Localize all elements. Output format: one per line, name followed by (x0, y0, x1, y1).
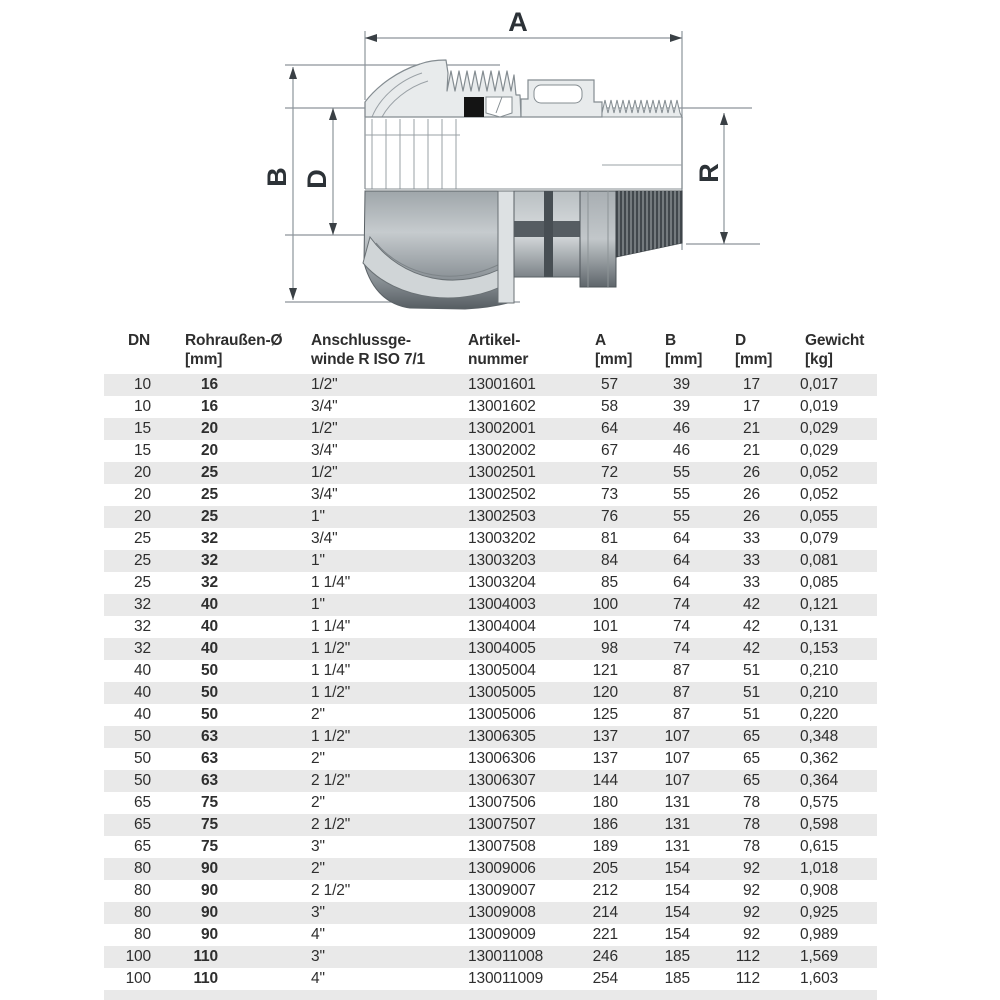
cell: 13009009 (468, 926, 536, 943)
cell: 25 (134, 574, 151, 591)
table-row (104, 704, 877, 726)
cell: 0,052 (800, 486, 839, 503)
cell: 1/2" (311, 464, 338, 481)
cell: 76 (601, 508, 618, 525)
cell: 25 (134, 530, 151, 547)
cell: 13009007 (468, 882, 536, 899)
fitting-solid-bottom (363, 189, 682, 309)
cell: 186 (592, 816, 618, 833)
cell: 17 (743, 376, 760, 393)
cell: 120 (592, 684, 618, 701)
cell: 55 (673, 486, 690, 503)
cell: 154 (664, 860, 690, 877)
header-dn: DN (128, 332, 151, 349)
header-gewicht: Gewicht [kg] (805, 332, 865, 368)
cell: 15 (134, 442, 151, 459)
table-footer-stripe (104, 990, 877, 1000)
cell: 78 (743, 794, 760, 811)
cell: 1 1/4" (311, 662, 351, 679)
cell: 55 (673, 464, 690, 481)
cell: 32 (201, 530, 218, 547)
cell: 25 (201, 486, 218, 503)
cell: 26 (743, 486, 760, 503)
table-row (104, 528, 877, 550)
cell: 112 (735, 970, 760, 987)
cell: 3/4" (311, 530, 338, 547)
cell: 50 (134, 728, 151, 745)
cell: 0,029 (800, 420, 839, 437)
cell: 87 (673, 662, 690, 679)
cell: 25 (201, 464, 218, 481)
header-rohraussen: Rohraußen-Ø [mm] (185, 332, 283, 368)
cell: 33 (743, 574, 760, 591)
cell: 74 (673, 618, 690, 635)
cell: 13002002 (468, 442, 536, 459)
cell: 2 1/2" (311, 816, 351, 833)
cell: 3" (311, 904, 325, 921)
cell: 64 (673, 552, 690, 569)
cell: 63 (201, 750, 218, 767)
table-row (104, 748, 877, 770)
cell: 0,220 (800, 706, 839, 723)
cell: 74 (673, 596, 690, 613)
table-row (104, 880, 877, 902)
cell: 20 (201, 442, 218, 459)
cell: 13007508 (468, 838, 536, 855)
cell: 13004005 (468, 640, 536, 657)
cell: 90 (201, 860, 218, 877)
cell: 74 (673, 640, 690, 657)
cell: 13006306 (468, 750, 536, 767)
cell: 25 (201, 508, 218, 525)
cell: 51 (743, 706, 760, 723)
table-row (104, 946, 877, 968)
header-d: D [mm] (735, 332, 773, 368)
cell: 65 (743, 728, 760, 745)
cell: 1 1/2" (311, 728, 351, 745)
cell: 13002001 (468, 420, 536, 437)
cell: 39 (673, 398, 690, 415)
cell: 131 (664, 816, 690, 833)
cell: 46 (673, 420, 690, 437)
table-row (104, 396, 877, 418)
cell: 87 (673, 706, 690, 723)
cell: 1,018 (800, 860, 839, 877)
cell: 1,603 (800, 970, 839, 987)
cell: 13007506 (468, 794, 536, 811)
cell: 25 (134, 552, 151, 569)
cell: 2" (311, 860, 325, 877)
cell: 13009006 (468, 860, 536, 877)
cell: 3/4" (311, 486, 338, 503)
cell: 131 (664, 838, 690, 855)
cell: 15 (134, 420, 151, 437)
cell: 90 (201, 904, 218, 921)
cell: 26 (743, 464, 760, 481)
table-row (104, 440, 877, 462)
cell: 254 (592, 970, 618, 987)
cell: 125 (592, 706, 618, 723)
cell: 51 (743, 662, 760, 679)
cell: 42 (743, 640, 760, 657)
table-row (104, 682, 877, 704)
cell: 13005006 (468, 706, 536, 723)
cell: 2 1/2" (311, 882, 351, 899)
cell: 92 (743, 904, 760, 921)
cell: 20 (201, 420, 218, 437)
table-row (104, 572, 877, 594)
cell: 0,210 (800, 684, 839, 701)
header-b: B [mm] (665, 332, 703, 368)
cell: 33 (743, 552, 760, 569)
cell: 4" (311, 926, 325, 943)
cell: 80 (134, 882, 151, 899)
cell: 1 1/2" (311, 640, 351, 657)
cell: 154 (664, 926, 690, 943)
cell: 180 (592, 794, 618, 811)
cell: 107 (664, 728, 690, 745)
cell: 13006307 (468, 772, 536, 789)
cell: 1 1/2" (311, 684, 351, 701)
cell: 13004003 (468, 596, 536, 613)
cell: 90 (201, 882, 218, 899)
cell: 80 (134, 860, 151, 877)
cell: 1,569 (800, 948, 839, 965)
cell: 42 (743, 596, 760, 613)
cell: 154 (664, 882, 690, 899)
cell: 0,029 (800, 442, 839, 459)
cell: 78 (743, 838, 760, 855)
table-row (104, 968, 877, 990)
cell: 92 (743, 926, 760, 943)
cell: 50 (134, 750, 151, 767)
cell: 57 (601, 376, 618, 393)
table-row (104, 858, 877, 880)
cell: 26 (743, 508, 760, 525)
cell: 17 (743, 398, 760, 415)
table-row (104, 550, 877, 572)
table-rows (104, 374, 877, 990)
table-row (104, 902, 877, 924)
cell: 246 (592, 948, 618, 965)
cell: 1" (311, 596, 325, 613)
cell: 81 (601, 530, 618, 547)
cell: 101 (592, 618, 618, 635)
cell: 13006305 (468, 728, 536, 745)
cell: 13004004 (468, 618, 536, 635)
table-row (104, 484, 877, 506)
table-row (104, 814, 877, 836)
cell: 40 (201, 596, 218, 613)
cell: 0,055 (800, 508, 839, 525)
cell: 3" (311, 838, 325, 855)
cell: 3/4" (311, 398, 338, 415)
cell: 0,598 (800, 816, 839, 833)
cell: 1 1/4" (311, 618, 351, 635)
cell: 4" (311, 970, 325, 987)
cell: 50 (201, 662, 218, 679)
cell: 13007507 (468, 816, 536, 833)
cell: 185 (664, 948, 690, 965)
cell: 21 (743, 420, 760, 437)
header-artikelnummer: Artikel- nummer (468, 332, 529, 368)
dim-label-D: D (302, 169, 332, 189)
cell: 90 (201, 926, 218, 943)
cell: 112 (735, 948, 760, 965)
cell: 40 (134, 706, 151, 723)
table-header (0, 331, 1000, 371)
cell: 144 (592, 772, 618, 789)
cell: 100 (592, 596, 618, 613)
cell: 75 (201, 816, 218, 833)
cell: 58 (601, 398, 618, 415)
table-row (104, 616, 877, 638)
cell: 0,989 (800, 926, 839, 943)
cell: 13001601 (468, 376, 536, 393)
cell: 0,017 (800, 376, 839, 393)
cell: 100 (125, 948, 151, 965)
cell: 87 (673, 684, 690, 701)
cell: 0,362 (800, 750, 839, 767)
cell: 32 (201, 574, 218, 591)
cell: 21 (743, 442, 760, 459)
cell: 92 (743, 860, 760, 877)
cell: 63 (201, 772, 218, 789)
cell: 33 (743, 530, 760, 547)
cell: 39 (673, 376, 690, 393)
cell: 13003203 (468, 552, 536, 569)
cell: 189 (592, 838, 618, 855)
cell: 32 (201, 552, 218, 569)
cell: 0,210 (800, 662, 839, 679)
dim-label-B: B (262, 167, 292, 187)
table-row (104, 594, 877, 616)
cell: 64 (673, 574, 690, 591)
dim-label-A: A (508, 7, 528, 37)
cell: 221 (592, 926, 618, 943)
cell: 205 (592, 860, 618, 877)
cell: 107 (664, 772, 690, 789)
cell: 20 (134, 464, 151, 481)
cell: 64 (673, 530, 690, 547)
dim-label-R: R (694, 163, 724, 183)
cell: 110 (193, 970, 218, 987)
cell: 85 (601, 574, 618, 591)
cell: 1" (311, 552, 325, 569)
cell: 0,052 (800, 464, 839, 481)
cell: 10 (134, 376, 151, 393)
cell: 0,121 (800, 596, 839, 613)
cell: 40 (201, 618, 218, 635)
cell: 67 (601, 442, 618, 459)
table-row (104, 770, 877, 792)
cell: 50 (201, 684, 218, 701)
cell: 1/2" (311, 376, 338, 393)
cell: 13002503 (468, 508, 536, 525)
table-row (104, 792, 877, 814)
cell: 0,085 (800, 574, 839, 591)
cell: 20 (134, 508, 151, 525)
cell: 110 (193, 948, 218, 965)
cell: 0,364 (800, 772, 839, 789)
cell: 131 (664, 794, 690, 811)
cell: 0,925 (800, 904, 839, 921)
cell: 65 (134, 838, 151, 855)
table-row (104, 836, 877, 858)
header-anschlussgewinde: Anschlussge- winde R ISO 7/1 (311, 332, 426, 368)
cell: 0,615 (800, 838, 839, 855)
table-row (104, 924, 877, 946)
cell: 73 (601, 486, 618, 503)
cell: 50 (201, 706, 218, 723)
cell: 0,131 (800, 618, 839, 635)
cell: 40 (134, 662, 151, 679)
cell: 100 (125, 970, 151, 987)
cell: 212 (592, 882, 618, 899)
cell: 42 (743, 618, 760, 635)
cell: 78 (743, 816, 760, 833)
cell: 130011008 (468, 948, 544, 965)
cell: 72 (601, 464, 618, 481)
cell: 84 (601, 552, 618, 569)
cell: 0,348 (800, 728, 839, 745)
cell: 16 (201, 398, 218, 415)
cell: 51 (743, 684, 760, 701)
cell: 137 (592, 750, 618, 767)
cell: 13002501 (468, 464, 536, 481)
cell: 130011009 (468, 970, 544, 987)
cell: 13003204 (468, 574, 536, 591)
table-row (104, 462, 877, 484)
cell: 92 (743, 882, 760, 899)
cell: 16 (201, 376, 218, 393)
cell: 13005004 (468, 662, 536, 679)
cell: 65 (134, 816, 151, 833)
cell: 46 (673, 442, 690, 459)
cell: 65 (743, 750, 760, 767)
cell: 121 (592, 662, 618, 679)
cell: 32 (134, 618, 151, 635)
cell: 40 (201, 640, 218, 657)
table-row (104, 374, 877, 396)
cell: 1 1/4" (311, 574, 351, 591)
table-row (104, 418, 877, 440)
cell: 98 (601, 640, 618, 657)
cell: 10 (134, 398, 151, 415)
cell: 0,908 (800, 882, 839, 899)
cell: 3" (311, 948, 325, 965)
cell: 64 (601, 420, 618, 437)
cell: 0,081 (800, 552, 839, 569)
cell: 65 (743, 772, 760, 789)
cell: 2" (311, 750, 325, 767)
table-row (104, 506, 877, 528)
cell: 154 (664, 904, 690, 921)
cell: 185 (664, 970, 690, 987)
cell: 1/2" (311, 420, 338, 437)
cell: 13005005 (468, 684, 536, 701)
seal-cross-section (464, 97, 484, 117)
cell: 63 (201, 728, 218, 745)
cell: 13009008 (468, 904, 536, 921)
cell: 0,079 (800, 530, 839, 547)
header-a: A [mm] (595, 332, 633, 368)
cell: 65 (134, 794, 151, 811)
cell: 0,575 (800, 794, 839, 811)
cell: 80 (134, 926, 151, 943)
cell: 32 (134, 640, 151, 657)
cell: 50 (134, 772, 151, 789)
cell: 1" (311, 508, 325, 525)
cell: 20 (134, 486, 151, 503)
cell: 137 (592, 728, 618, 745)
fitting-section-top (365, 60, 682, 189)
table-row (104, 660, 877, 682)
cell: 13003202 (468, 530, 536, 547)
cell: 2 1/2" (311, 772, 351, 789)
table-row (104, 726, 877, 748)
cell: 0,019 (800, 398, 839, 415)
cell: 75 (201, 838, 218, 855)
table-row (104, 638, 877, 660)
cell: 32 (134, 596, 151, 613)
cell: 80 (134, 904, 151, 921)
cell: 40 (134, 684, 151, 701)
cell: 2" (311, 706, 325, 723)
cell: 0,153 (800, 640, 839, 657)
cell: 13001602 (468, 398, 536, 415)
cell: 214 (592, 904, 618, 921)
cell: 3/4" (311, 442, 338, 459)
cell: 13002502 (468, 486, 536, 503)
cell: 107 (664, 750, 690, 767)
cell: 75 (201, 794, 218, 811)
cell: 55 (673, 508, 690, 525)
cell: 2" (311, 794, 325, 811)
technical-drawing (250, 5, 770, 315)
